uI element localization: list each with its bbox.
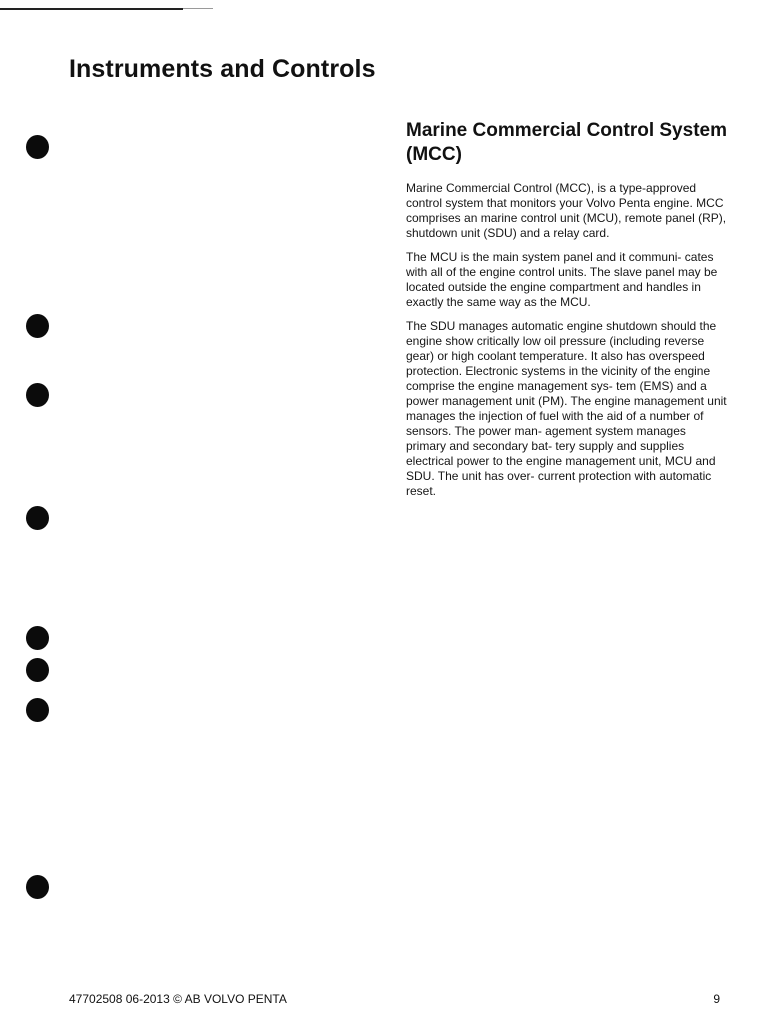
- page-title: Instruments and Controls: [69, 55, 376, 83]
- punch-hole-6: [26, 658, 49, 682]
- punch-hole-3: [26, 383, 49, 407]
- punch-hole-8: [26, 875, 49, 899]
- paragraph-mcu: The MCU is the main system panel and it communi- cates with all of the engine control units. The slave panel may be located outside the engine compartment and handles in exactly the same way as the MCU.: [406, 250, 718, 309]
- punch-hole-4: [26, 506, 49, 530]
- punch-hole-5: [26, 626, 49, 650]
- top-rule: [0, 8, 183, 10]
- mcc-section: [406, 119, 728, 508]
- paragraph-mcc-intro: Marine Commercial Control (MCC), is a type-approved control system that monitors your Volvo Penta engine. MCC comprises an marine control unit (MCU), remote panel (RP), shutdown unit (SDU) and a relay card.: [406, 181, 727, 240]
- punch-hole-2: [26, 314, 49, 338]
- footer-page-number: 9: [713, 992, 720, 1006]
- punch-hole-7: [26, 698, 49, 722]
- section-heading: Marine Commercial Control System (MCC): [406, 120, 727, 165]
- top-rule-faint: [183, 8, 213, 9]
- footer-doc-info: 47702508 06-2013 © AB VOLVO PENTA: [69, 992, 287, 1006]
- paragraph-sdu: The SDU manages automatic engine shutdown should the engine show critically low oil pressure (including reverse gear) or high coolant temperature. It also has overspeed protection. Electronic systems in the vicinity of the engine comprise the engine management sys- tem (EMS) and a power management unit (PM). The engine management unit manages the injection of fuel with the aid of a number of sensors. The power man- agement system manages primary and secondary bat- tery supply and supplies electrical power to the engine management unit, MCU and SDU. The unit has over- current protection with automatic reset.: [406, 319, 727, 498]
- punch-hole-1: [26, 135, 49, 159]
